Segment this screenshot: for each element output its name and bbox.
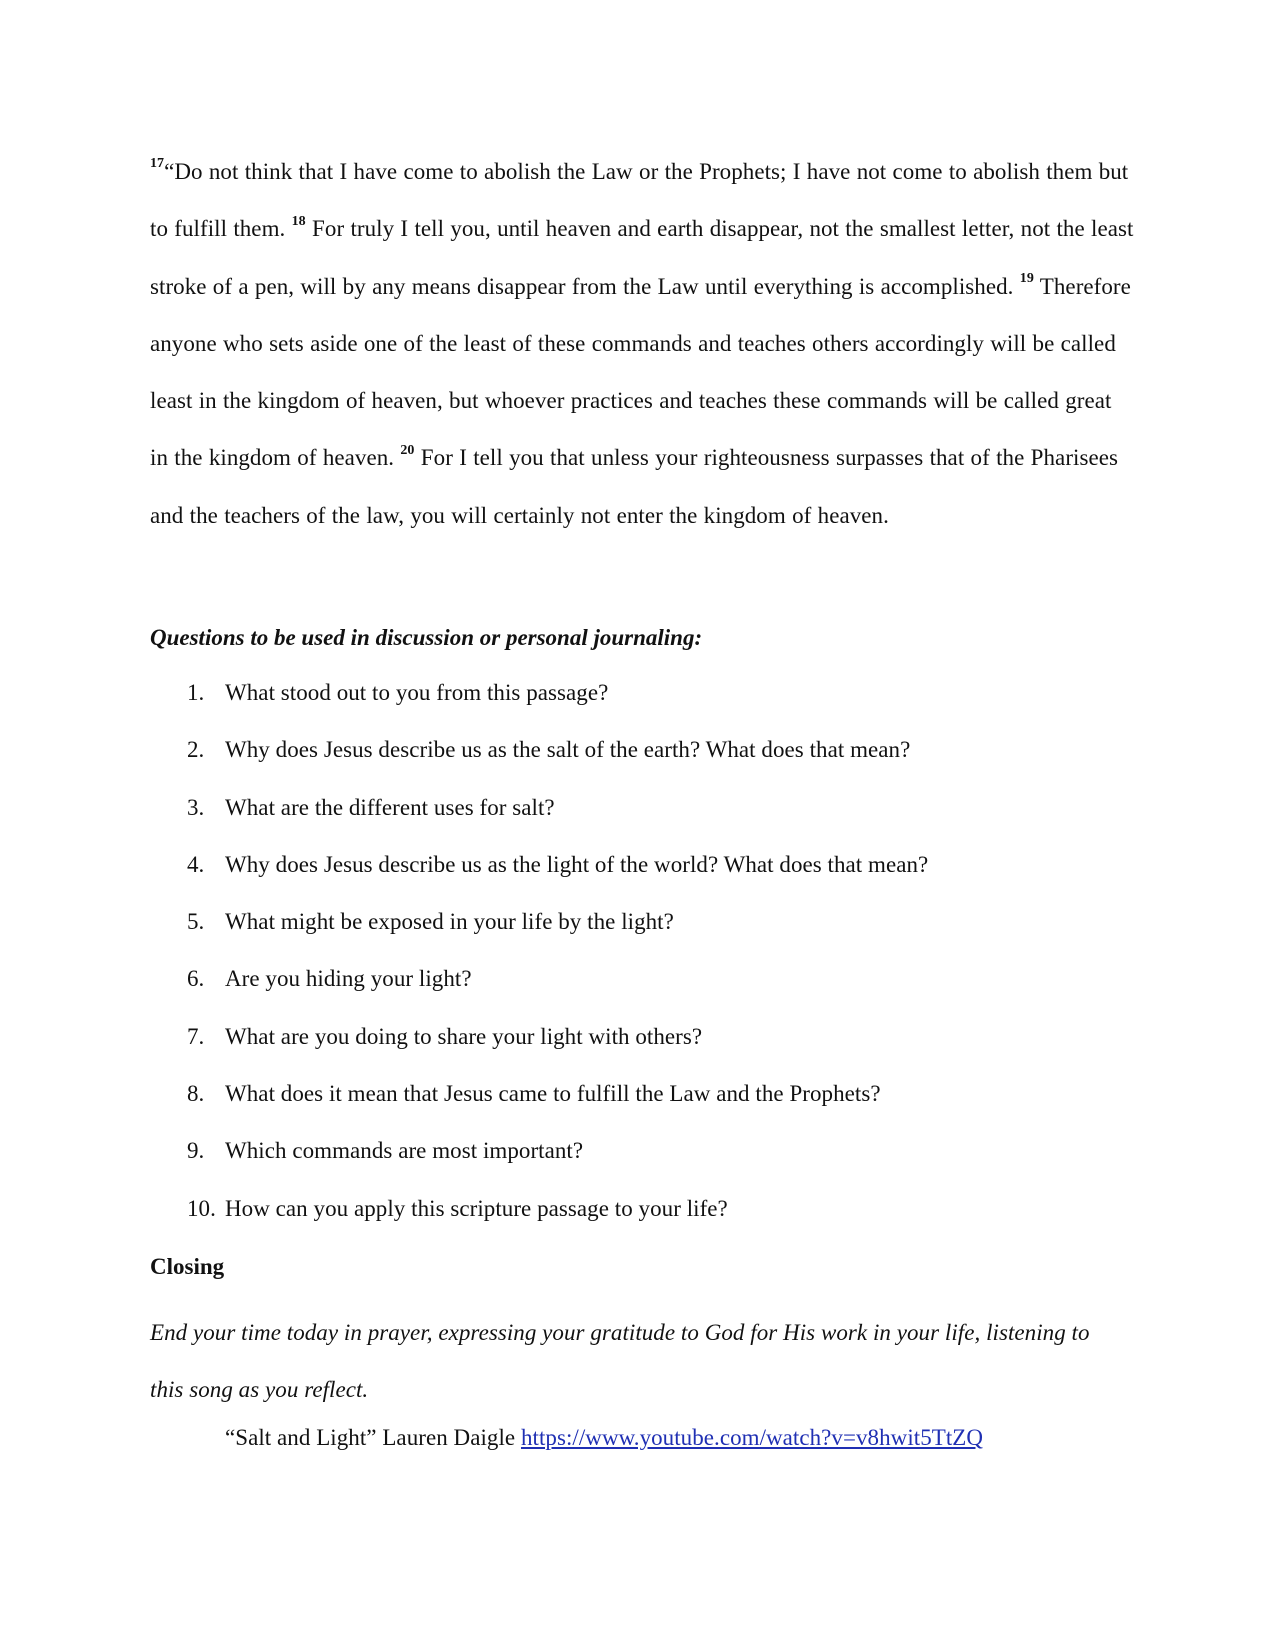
verse-number-20: 20: [400, 442, 415, 458]
question-text: What might be exposed in your life by the light?: [225, 909, 674, 935]
song-title: “Salt and Light” Lauren Daigle: [225, 1425, 516, 1450]
questions-heading: Questions to be used in discussion or personal journaling:: [150, 625, 703, 650]
question-text: What are you doing to share your light with others?: [225, 1023, 703, 1049]
question-text: Are you hiding your light?: [225, 966, 472, 992]
verse-20-text: For I tell you that unless your righteousness surpasses that of the Pharisees and the teachers of the law, you will certainly not enter the kingdom of heaven.: [150, 445, 1118, 528]
closing-instructions: End your time today in prayer, expressing your gratitude to God for His work in your life, listening to this song as you reflect.: [150, 1320, 1090, 1403]
verse-number-19: 19: [1019, 270, 1034, 286]
question-number: 8.: [187, 1081, 205, 1107]
song-reference: [225, 1418, 983, 1458]
question-text: How can you apply this scripture passage to your life?: [225, 1195, 728, 1221]
question-number: 5.: [187, 909, 205, 935]
question-text: Which commands are most important?: [225, 1138, 584, 1164]
question-number: 10.: [187, 1195, 216, 1221]
question-number: 4.: [187, 851, 205, 877]
verse-number-18: 18: [291, 213, 306, 229]
question-number: 2.: [187, 737, 205, 763]
question-text: Why does Jesus describe us as the light of the world? What does that mean?: [225, 851, 929, 877]
verse-number-17: 17: [150, 156, 165, 172]
scripture-passage: [150, 143, 1135, 544]
verse-18-text: For truly I tell you, until heaven and earth disappear, not the smallest letter, not the least stroke of a pen, will by any means disappear from the Law until everything is accomplished.: [150, 216, 1134, 299]
question-number: 7.: [187, 1023, 205, 1049]
question-text: Why does Jesus describe us as the salt of the earth? What does that mean?: [225, 737, 911, 763]
question-text: What does it mean that Jesus came to fulfill the Law and the Prophets?: [225, 1081, 881, 1107]
question-number: 1.: [187, 680, 205, 705]
song-link[interactable]: https://www.youtube.com/watch?v=v8hwit5TtZQ: [520, 1425, 984, 1450]
closing-heading: Closing: [150, 1254, 225, 1279]
question-number: 3.: [187, 794, 205, 820]
question-number: 9.: [187, 1138, 205, 1164]
verse-19-text: Therefore anyone who sets aside one of the least of these commands and teaches others accordingly will be called least in the kingdom of heaven, but whoever practices and teaches these commands will be called great in the kingdom of heaven.: [150, 273, 1131, 471]
question-text: What are the different uses for salt?: [225, 794, 555, 820]
question-number: 6.: [187, 966, 205, 992]
question-text: What stood out to you from this passage?: [225, 680, 609, 705]
verse-17-text: “Do not think that I have come to abolish the Law or the Prophets; I have not come to abolish them but to fulfill them.: [150, 159, 1129, 242]
